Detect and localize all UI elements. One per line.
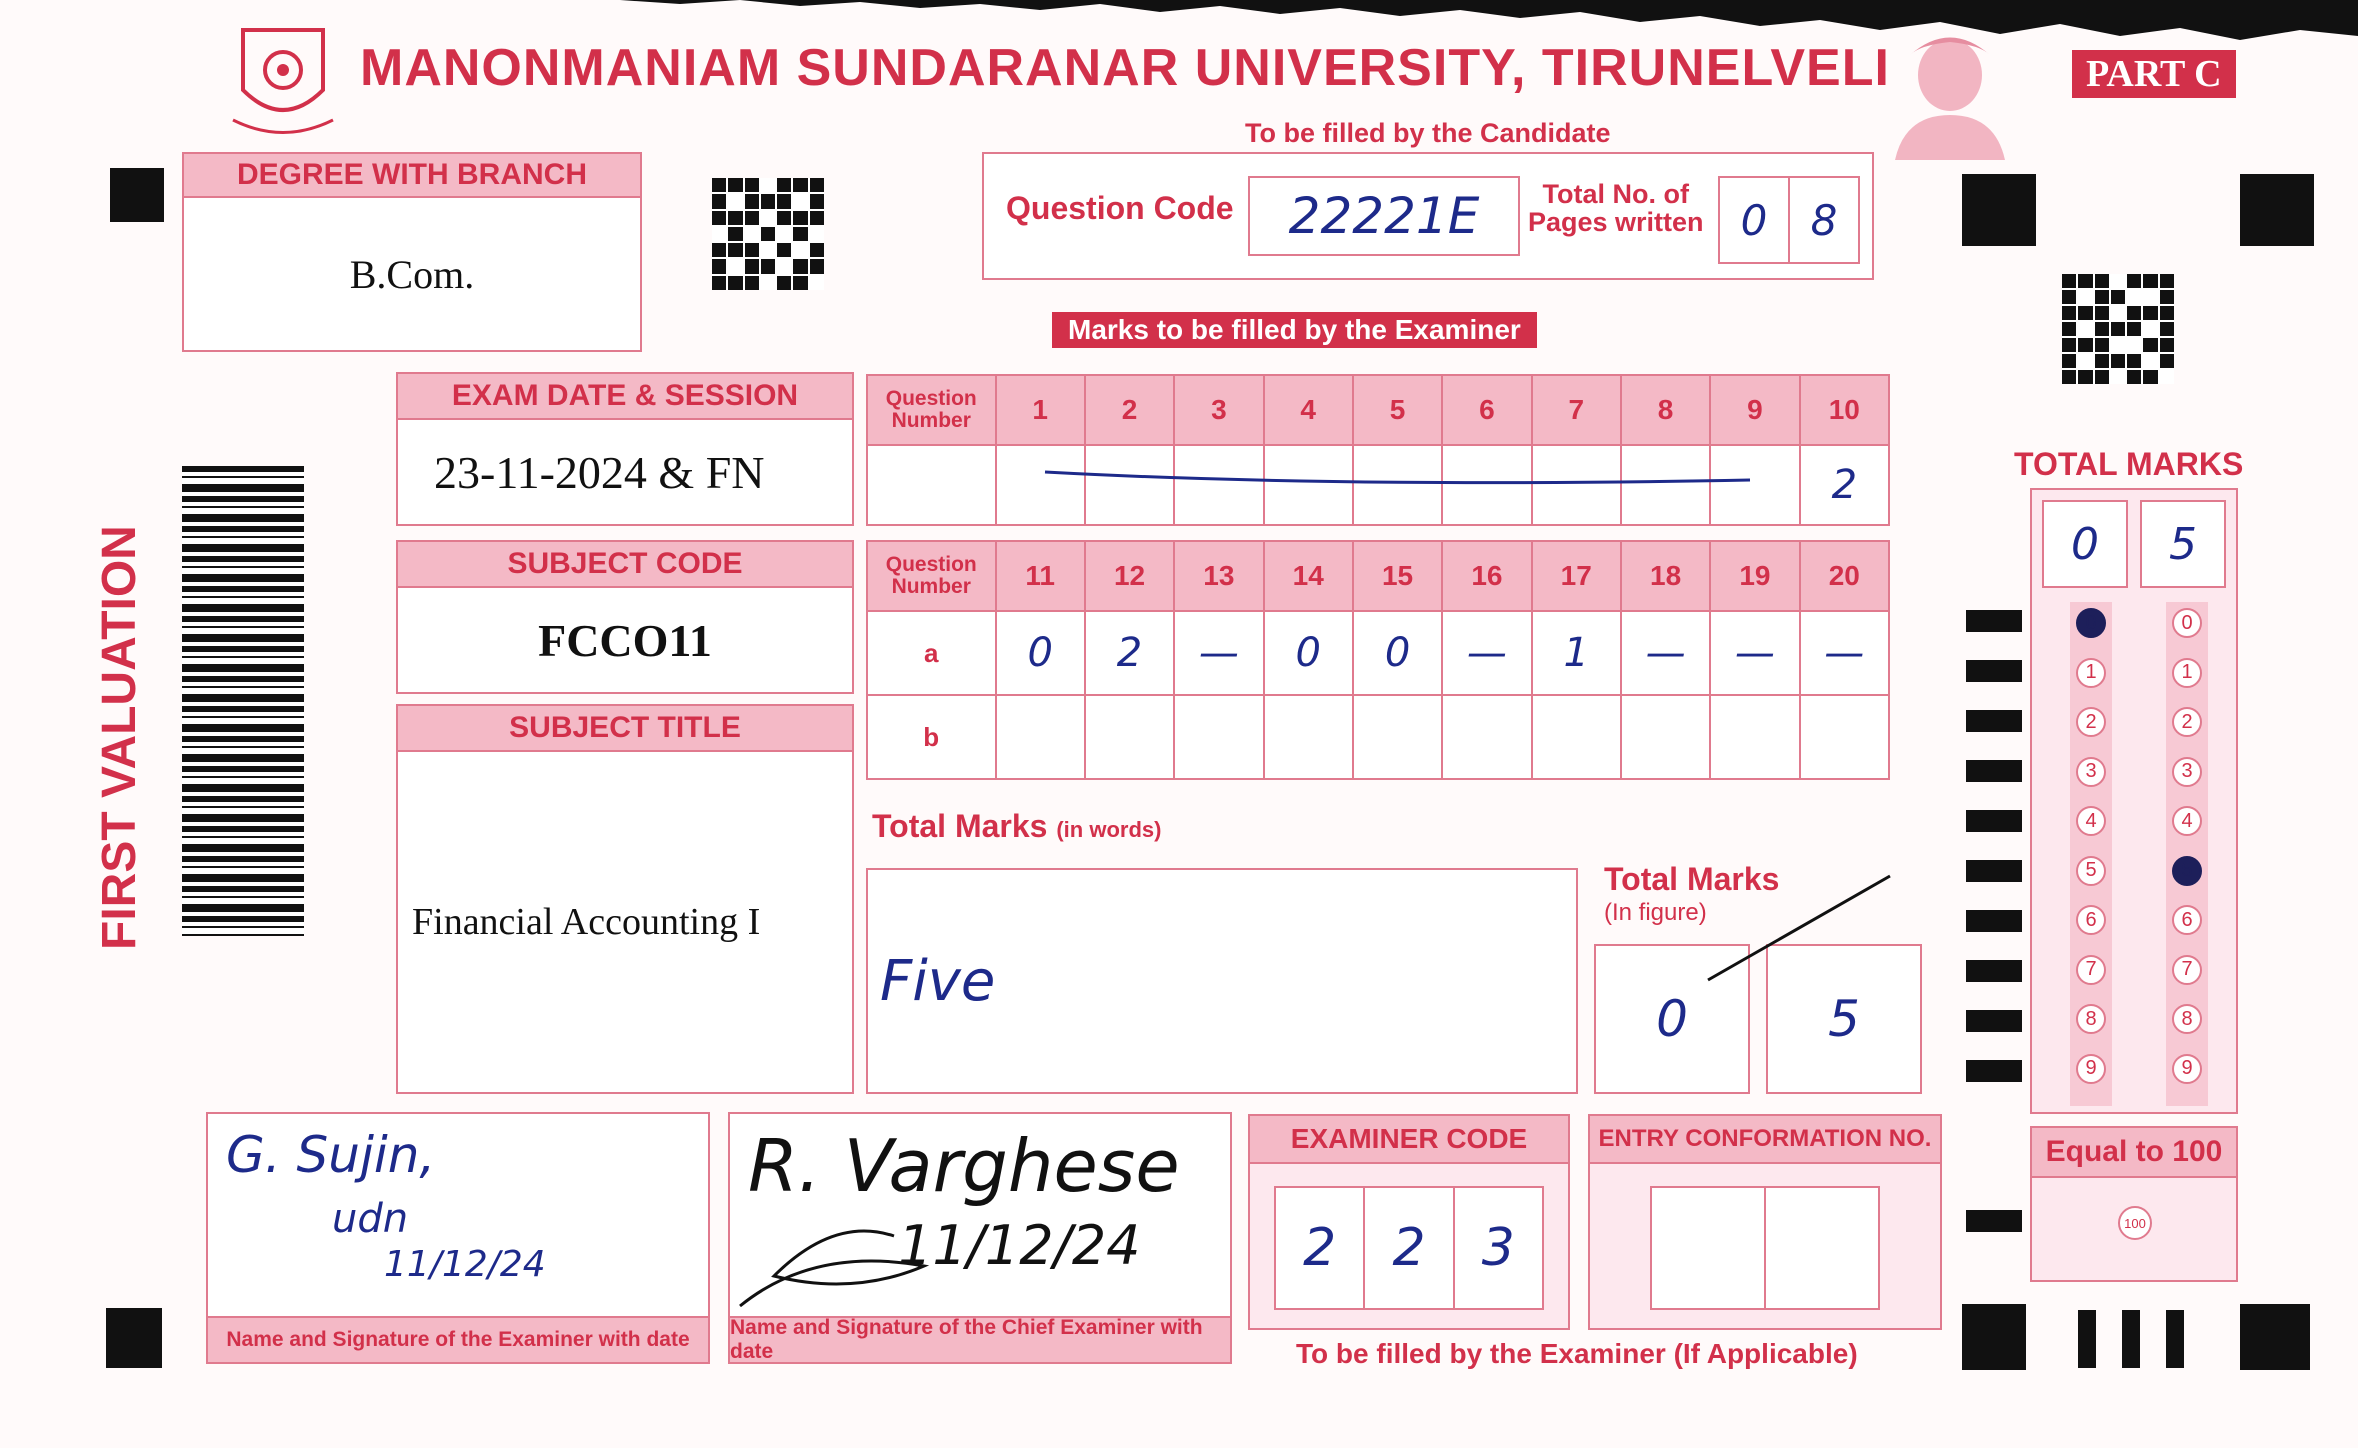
bubble-list-units xyxy=(2172,608,2202,1084)
mark-cell[interactable]: 2 xyxy=(1085,611,1174,695)
equal-100-label: Equal to 100 xyxy=(2032,1128,2236,1178)
bubble-tens-9[interactable]: 9 xyxy=(2076,1054,2106,1084)
marks-table-2 xyxy=(866,540,1890,780)
chief-signature-box xyxy=(728,1112,1232,1364)
question-number: 19 xyxy=(1710,541,1799,611)
marks-row-label xyxy=(867,445,996,525)
mark-cell[interactable]: — xyxy=(1800,611,1889,695)
mark-cell[interactable]: — xyxy=(1442,611,1531,695)
bubble-tens-0[interactable]: 0 xyxy=(2076,608,2106,638)
row-b-label: b xyxy=(867,695,996,779)
bubble-units-9[interactable]: 9 xyxy=(2172,1054,2202,1084)
subject-code-section xyxy=(396,540,854,694)
chief-date: 11/12/24 xyxy=(898,1214,1141,1277)
timing-bar xyxy=(2078,1310,2096,1368)
mark-cell[interactable] xyxy=(996,695,1085,779)
timing-tick xyxy=(1966,610,2022,632)
question-number: 20 xyxy=(1800,541,1889,611)
question-number: 12 xyxy=(1085,541,1174,611)
timing-tick xyxy=(1966,1060,2022,1082)
entry-confirmation-label: ENTRY CONFORMATION NO. xyxy=(1588,1114,1942,1164)
mark-cell[interactable]: 0 xyxy=(1353,611,1442,695)
registration-mark xyxy=(1962,1304,2026,1370)
question-number: 6 xyxy=(1442,375,1531,445)
mark-cell[interactable]: — xyxy=(1621,611,1710,695)
bubble-tens-5[interactable]: 5 xyxy=(2076,856,2106,886)
candidate-note: To be filled by the Candidate xyxy=(1245,118,1611,148)
bubble-units-2[interactable]: 2 xyxy=(2172,707,2202,737)
chief-name: R. Varghese xyxy=(748,1124,1180,1208)
question-number-header: Question Number xyxy=(867,375,996,445)
registration-mark xyxy=(110,168,164,222)
question-number: 18 xyxy=(1621,541,1710,611)
bubble-list-tens xyxy=(2076,608,2106,1084)
bubble-units-3[interactable]: 3 xyxy=(2172,757,2202,787)
timing-ticks xyxy=(1966,610,2022,1082)
qr-code xyxy=(712,178,824,290)
mark-cell[interactable]: 0 xyxy=(996,611,1085,695)
subject-title-value: Financial Accounting I xyxy=(396,752,854,1094)
bubble-tens-6[interactable]: 6 xyxy=(2076,905,2106,935)
timing-tick xyxy=(1966,1010,2022,1032)
bubble-units-4[interactable]: 4 xyxy=(2172,806,2202,836)
question-code-label: Question Code xyxy=(1006,190,1234,226)
timing-tick xyxy=(1966,810,2022,832)
mark-cell[interactable]: 1 xyxy=(1532,611,1621,695)
mark-cell[interactable] xyxy=(1710,695,1799,779)
total-marks-panel-label: TOTAL MARKS xyxy=(2014,446,2244,482)
mark-cell[interactable]: — xyxy=(1710,611,1799,695)
registration-mark xyxy=(1962,174,2036,246)
bubble-units-6[interactable]: 6 xyxy=(2172,905,2202,935)
question-number: 13 xyxy=(1174,541,1263,611)
chief-signature-label: Name and Signature of the Chief Examiner with date xyxy=(730,1316,1230,1362)
examiner-signature-box xyxy=(206,1112,710,1364)
bubble-tens-7[interactable]: 7 xyxy=(2076,955,2106,985)
exam-date-value: 23-11-2024 & FN xyxy=(396,420,854,526)
barcode xyxy=(182,466,304,936)
degree-label: DEGREE WITH BRANCH xyxy=(182,152,642,198)
registration-mark xyxy=(106,1308,162,1368)
subject-title-section xyxy=(396,704,854,1094)
bubble-tens-8[interactable]: 8 xyxy=(2076,1004,2106,1034)
timing-tick xyxy=(1966,660,2022,682)
row-a-label: a xyxy=(867,611,996,695)
entry-confirmation-section xyxy=(1588,1114,1942,1330)
question-code-section xyxy=(982,152,1874,280)
question-number: 16 xyxy=(1442,541,1531,611)
total-marks-panel xyxy=(2030,488,2238,1114)
subject-code-value: FCCO11 xyxy=(396,588,854,694)
question-number: 17 xyxy=(1532,541,1621,611)
timing-tick xyxy=(1966,1210,2022,1232)
entry-digit xyxy=(1652,1188,1766,1308)
pages-label: Total No. of Pages written xyxy=(1528,179,1704,237)
exam-date-section xyxy=(396,372,854,526)
timing-tick xyxy=(1966,960,2022,982)
total-figure-tens[interactable]: 0 xyxy=(1594,944,1750,1094)
bubble-tens-1[interactable]: 1 xyxy=(2076,658,2106,688)
bubble-tens-3[interactable]: 3 xyxy=(2076,757,2106,787)
question-number: 3 xyxy=(1174,375,1263,445)
examiner-name: G. Sujin, xyxy=(226,1126,436,1184)
registration-mark xyxy=(2240,1304,2310,1370)
examiner-note: Marks to be filled by the Examiner xyxy=(1052,312,1537,348)
mark-cell[interactable]: 0 xyxy=(1264,611,1353,695)
degree-section xyxy=(182,152,642,352)
question-number: 7 xyxy=(1532,375,1621,445)
equal-100-section xyxy=(2030,1126,2238,1282)
total-figure-units[interactable]: 5 xyxy=(1766,944,1922,1094)
bubble-units-8[interactable]: 8 xyxy=(2172,1004,2202,1034)
bubble-units-5[interactable]: 5 xyxy=(2172,856,2202,886)
question-number: 2 xyxy=(1085,375,1174,445)
founder-portrait xyxy=(1885,30,2015,160)
mark-cell[interactable] xyxy=(1532,695,1621,779)
qr-code xyxy=(2062,274,2174,384)
question-number: 11 xyxy=(996,541,1085,611)
bubble-units-0[interactable]: 0 xyxy=(2172,608,2202,638)
examiner-code-digit: 2 xyxy=(1276,1188,1365,1308)
first-valuation-label: FIRST VALUATION xyxy=(93,525,146,950)
mark-cell[interactable]: — xyxy=(1174,611,1263,695)
marks-table-1 xyxy=(866,374,1890,526)
examiner-code-digits[interactable] xyxy=(1274,1186,1544,1310)
bubble-100[interactable]: 100 xyxy=(2118,1206,2152,1240)
question-number-header: Question Number xyxy=(867,541,996,611)
exam-date-label: EXAM DATE & SESSION xyxy=(396,372,854,420)
pages-digits[interactable] xyxy=(1718,176,1860,264)
part-badge: PART C xyxy=(2072,50,2236,98)
total-words-heading: Total Marks (in words) xyxy=(872,808,1162,844)
bubble-units-7[interactable]: 7 xyxy=(2172,955,2202,985)
mark-cell[interactable] xyxy=(1621,695,1710,779)
question-number: 4 xyxy=(1264,375,1353,445)
mark-cell[interactable]: 2 xyxy=(1800,445,1889,525)
examiner-signature: udn xyxy=(332,1196,409,1242)
examiner-code-digit: 3 xyxy=(1481,1218,1515,1278)
registration-mark xyxy=(2240,174,2314,246)
question-number: 15 xyxy=(1353,541,1442,611)
mark-cell[interactable] xyxy=(1442,695,1531,779)
timing-bar xyxy=(2122,1310,2140,1368)
question-code-value[interactable]: 22221E xyxy=(1248,176,1520,256)
mark-cell[interactable] xyxy=(1800,695,1889,779)
entry-digit xyxy=(1766,1188,1878,1308)
timing-tick xyxy=(1966,910,2022,932)
tick-mark-stroke xyxy=(1700,870,1900,990)
subject-title-label: SUBJECT TITLE xyxy=(396,704,854,752)
question-number: 5 xyxy=(1353,375,1442,445)
mark-cell[interactable] xyxy=(1264,695,1353,779)
total-figure-heading: Total Marks (In figure) xyxy=(1604,861,1780,926)
total-words-box[interactable]: Five xyxy=(866,868,1578,1094)
timing-tick xyxy=(1966,760,2022,782)
subject-code-label: SUBJECT CODE xyxy=(396,540,854,588)
total-digit-tens[interactable]: 0 xyxy=(2042,500,2128,588)
university-logo xyxy=(228,20,338,140)
question-number: 8 xyxy=(1621,375,1710,445)
strike-line xyxy=(1040,458,1760,498)
examiner-date: 11/12/24 xyxy=(384,1244,546,1285)
timing-bar xyxy=(2166,1310,2184,1368)
question-number: 1 xyxy=(996,375,1085,445)
examiner-code-digit: 2 xyxy=(1365,1188,1454,1308)
university-title: MANONMANIAM SUNDARANAR UNIVERSITY, TIRUNELVELI xyxy=(360,39,1890,97)
bubble-tens-4[interactable]: 4 xyxy=(2076,806,2106,836)
timing-tick xyxy=(1966,860,2022,882)
question-number: 9 xyxy=(1710,375,1799,445)
timing-tick xyxy=(1966,710,2022,732)
question-number: 14 xyxy=(1264,541,1353,611)
examiner-code-section xyxy=(1248,1114,1570,1330)
entry-confirmation-digits[interactable] xyxy=(1650,1186,1880,1310)
examiner-code-label: EXAMINER CODE xyxy=(1248,1114,1570,1164)
total-digit-units[interactable]: 5 xyxy=(2140,500,2226,588)
pages-digit-tens: 0 xyxy=(1720,178,1790,262)
bubble-units-1[interactable]: 1 xyxy=(2172,658,2202,688)
mark-cell[interactable] xyxy=(1174,695,1263,779)
question-number: 10 xyxy=(1800,375,1889,445)
mark-cell[interactable] xyxy=(1353,695,1442,779)
mark-cell[interactable] xyxy=(1085,695,1174,779)
footer-note: To be filled by the Examiner (If Applicable) xyxy=(1296,1338,1858,1369)
bubble-tens-2[interactable]: 2 xyxy=(2076,707,2106,737)
degree-value: B.Com. xyxy=(182,198,642,352)
examiner-signature-label: Name and Signature of the Examiner with date xyxy=(208,1316,708,1362)
pages-digit-units: 8 xyxy=(1810,195,1838,245)
